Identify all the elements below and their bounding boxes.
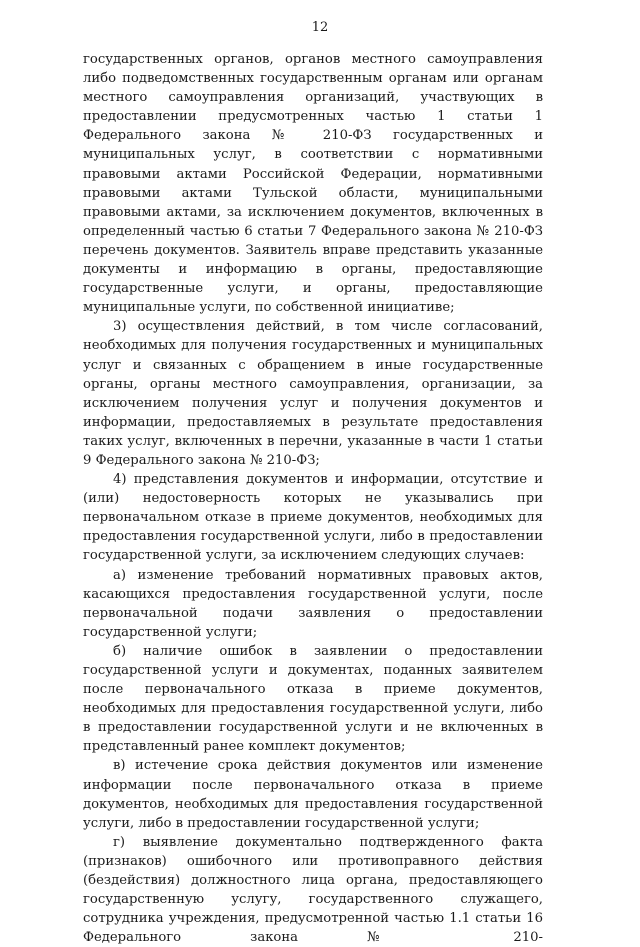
paragraph-subitem-b: б) наличие ошибок в заявлении о предоставлении государственной услуги и документах, поданных заявителем после первоначального отказа в приеме документов, необходимых для предоставления государственной услуги, либо в предоставлении государственной услуги и не включенных в представленный ранее комплект документов; — [83, 643, 543, 755]
page-number: 12 — [311, 20, 329, 35]
paragraph-continuation: государственных органов, органов местного самоуправления либо подведомственных государственным органам или органам местного самоуправления организаций, участвующих в предоставлении предусмотренных частью 1 статьи 1 Федерального закона № 210-ФЗ государственных и муниципальных услуг, в соответствии с нормативными правовыми актами Российской Федерации, нормативными правовыми актами Тульской области, муниципальными правовыми актами, за исключением документов, включенных в определенный частью 6 статьи 7 Федерального закона № 210-ФЗ перечень документов. Заявитель вправе представить указанные документы и информацию в органы, предоставляющие государственные услуги, и органы, предоставляющие муниципальные услуги, по собственной инициативе; — [83, 52, 543, 316]
paragraph-subitem-g: г) выявление документально подтвержденного факта (признаков) ошибочного или противоправного действия (бездействия) должностного лица органа, предоставляющего государственную услугу, государственного служащего, сотрудника учреждения, предусмотренной частью 1.1 статьи 16 Федерального закона № 210- — [83, 834, 543, 946]
paragraph-subitem-v: в) истечение срока действия документов или изменение информации после первоначального отказа в приеме документов, необходимых для предоставления государственной услуги, либо в предоставлении государственной услуги; — [83, 758, 543, 831]
paragraph-item-4: 4) представления документов и информации, отсутствие и (или) недостоверность которых не указывались при первоначальном отказе в приеме документов, необходимых для предоставления государственной услуги, либо в предоставлении государственной услуги, за исключением следующих случаев: — [83, 472, 543, 564]
paragraph-subitem-a: а) изменение требований нормативных правовых актов, касающихся предоставления государственной услуги, после первоначальной подачи заявления о предоставлении государственной услуги; — [83, 567, 543, 640]
document-body — [83, 50, 543, 947]
paragraph-item-3: 3) осуществления действий, в том числе согласований, необходимых для получения государственных и муниципальных услуг и связанных с обращением в иные государственные органы, органы местного самоуправления, организации, за исключением получения услуг и получения документов и информации, предоставляемых в результате предоставления таких услуг, включенных в перечни, указанные в части 1 статьи 9 Федерального закона № 210-ФЗ; — [83, 319, 543, 468]
